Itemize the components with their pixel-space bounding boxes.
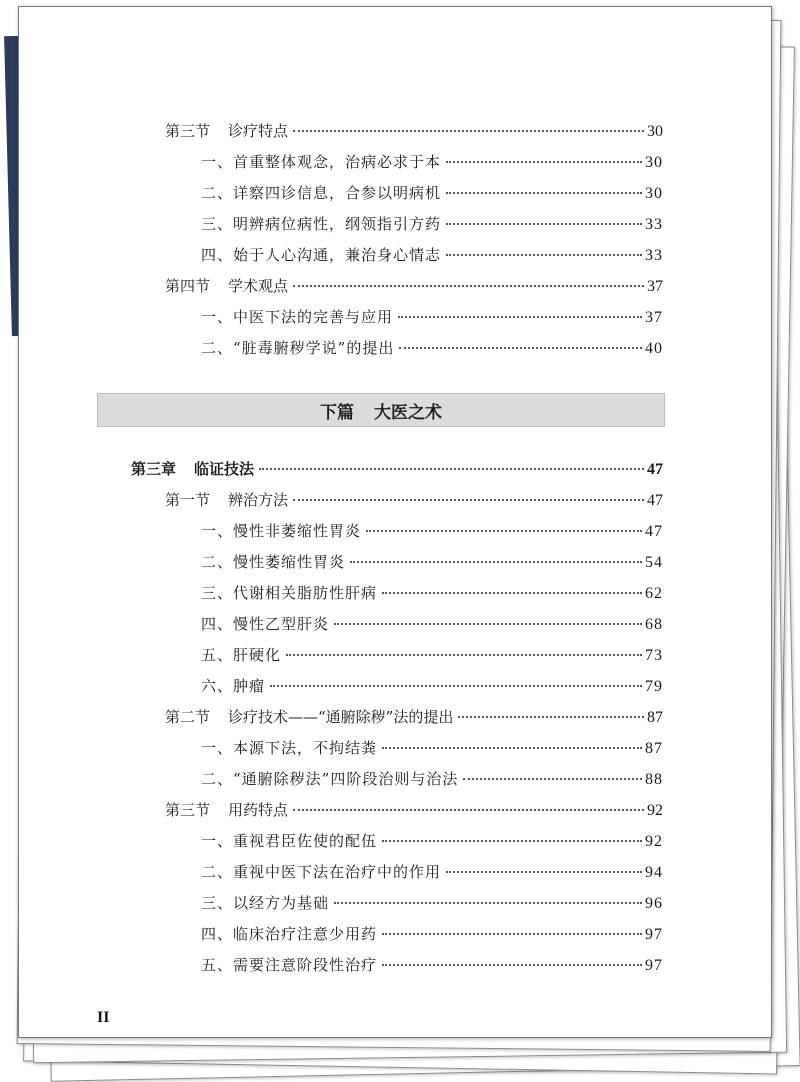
toc-entry-label: 第三章 临证技法 xyxy=(131,460,255,478)
dot-leader xyxy=(334,902,642,904)
dot-leader xyxy=(350,561,642,563)
toc-entry-label: 第二节 诊疗技术——“通腑除秽”法的提出 xyxy=(165,708,454,726)
toc-page-number: 40 xyxy=(645,340,663,357)
toc-entry-label: 第一节 辨治方法 xyxy=(165,491,289,509)
toc-entry-label: 一、重视君臣佐使的配伍 xyxy=(201,832,378,850)
toc-entry-label: 三、明辨病位病性，纲领指引方药 xyxy=(201,215,442,233)
part-prefix: 下篇 xyxy=(320,402,354,423)
toc-entry-label: 六、肿瘤 xyxy=(201,677,266,695)
toc-item-entry[interactable] xyxy=(201,645,663,666)
dot-leader xyxy=(446,254,642,256)
toc-entry-label: 二、“脏毒腑秽学说”的提出 xyxy=(201,339,395,357)
toc-page-number: 97 xyxy=(645,957,663,974)
part-title: 大医之术 xyxy=(374,402,442,423)
toc-page-number: 92 xyxy=(647,802,663,819)
dot-leader xyxy=(446,223,642,225)
toc-item-entry[interactable] xyxy=(201,214,663,235)
part-heading-banner xyxy=(97,393,665,427)
toc-entry-label: 第三节 用药特点 xyxy=(165,801,289,819)
toc-entry-label: 一、首重整体观念，治病必求于本 xyxy=(201,153,442,171)
dot-leader xyxy=(293,130,644,132)
toc-item-entry[interactable] xyxy=(201,738,663,759)
dot-leader xyxy=(458,716,644,718)
toc-page-number: 47 xyxy=(645,523,663,540)
toc-page xyxy=(18,6,772,1038)
toc-entry-label: 第三节 诊疗特点 xyxy=(165,122,289,140)
toc-item-entry[interactable] xyxy=(201,924,663,945)
toc-item-entry[interactable] xyxy=(201,245,663,266)
toc-item-entry[interactable] xyxy=(201,614,663,635)
toc-page-number: 88 xyxy=(645,771,663,788)
dot-leader xyxy=(463,778,642,780)
toc-page-number: 92 xyxy=(645,833,663,850)
toc-page-number: 97 xyxy=(645,926,663,943)
dot-leader xyxy=(446,192,642,194)
toc-item-entry[interactable] xyxy=(201,955,663,976)
toc-page-number: 47 xyxy=(647,461,663,478)
toc-page-number: 30 xyxy=(647,123,663,140)
toc-page-number: 73 xyxy=(645,647,663,664)
dot-leader xyxy=(446,871,642,873)
toc-item-entry[interactable] xyxy=(201,307,663,328)
toc-entry-label: 第四节 学术观点 xyxy=(165,277,289,295)
toc-page-number: 30 xyxy=(645,154,663,171)
dot-leader xyxy=(270,685,642,687)
toc-page-number: 94 xyxy=(645,864,663,881)
dot-leader xyxy=(293,285,644,287)
dot-leader xyxy=(399,347,642,349)
toc-entry-label: 五、需要注意阶段性治疗 xyxy=(201,956,378,974)
toc-item-entry[interactable] xyxy=(201,831,663,852)
toc-item-entry[interactable] xyxy=(201,862,663,883)
toc-entry-label: 一、慢性非萎缩性胃炎 xyxy=(201,522,362,540)
toc-section-entry[interactable] xyxy=(165,490,663,511)
toc-page-number: 37 xyxy=(647,278,663,295)
toc-item-entry[interactable] xyxy=(201,769,663,790)
toc-entry-label: 四、临床治疗注意少用药 xyxy=(201,925,378,943)
toc-item-entry[interactable] xyxy=(201,183,663,204)
toc-item-entry[interactable] xyxy=(201,338,663,359)
folio-page-number: II xyxy=(97,1009,110,1026)
dot-leader xyxy=(382,933,642,935)
toc-item-entry[interactable] xyxy=(201,552,663,573)
toc-page-number: 33 xyxy=(645,247,663,264)
toc-page-number: 47 xyxy=(647,492,663,509)
toc-entry-label: 三、代谢相关脂肪性肝病 xyxy=(201,584,378,602)
toc-page-number: 33 xyxy=(645,216,663,233)
toc-section-entry[interactable] xyxy=(165,276,663,297)
toc-page-number: 62 xyxy=(645,585,663,602)
dot-leader xyxy=(382,592,642,594)
toc-page-number: 37 xyxy=(645,309,663,326)
toc-entry-label: 三、以经方为基础 xyxy=(201,894,330,912)
toc-section-entry[interactable] xyxy=(165,707,663,728)
toc-page-number: 68 xyxy=(645,616,663,633)
dot-leader xyxy=(286,654,642,656)
toc-chapter-entry[interactable] xyxy=(131,459,663,480)
toc-entry-label: 一、中医下法的完善与应用 xyxy=(201,308,394,326)
dot-leader xyxy=(446,161,642,163)
dot-leader xyxy=(382,747,642,749)
toc-entry-label: 二、慢性萎缩性胃炎 xyxy=(201,553,346,571)
dot-leader xyxy=(259,468,644,470)
dot-leader xyxy=(382,840,642,842)
toc-page-number: 96 xyxy=(645,895,663,912)
toc-page-number: 87 xyxy=(645,740,663,757)
toc-entry-label: 二、“通腑除秽法”四阶段治则与治法 xyxy=(201,770,459,788)
toc-item-entry[interactable] xyxy=(201,676,663,697)
toc-page-number: 79 xyxy=(645,678,663,695)
dot-leader xyxy=(366,530,642,532)
toc-item-entry[interactable] xyxy=(201,893,663,914)
toc-entry-label: 四、慢性乙型肝炎 xyxy=(201,615,330,633)
toc-item-entry[interactable] xyxy=(201,583,663,604)
toc-entry-label: 二、重视中医下法在治疗中的作用 xyxy=(201,863,442,881)
dot-leader xyxy=(398,316,642,318)
dot-leader xyxy=(382,964,642,966)
toc-entry-label: 二、详察四诊信息，合参以明病机 xyxy=(201,184,442,202)
toc-entry-label: 四、始于人心沟通，兼治身心情志 xyxy=(201,246,442,264)
toc-item-entry[interactable] xyxy=(201,152,663,173)
dot-leader xyxy=(293,809,644,811)
toc-item-entry[interactable] xyxy=(201,521,663,542)
toc-page-number: 87 xyxy=(647,709,663,726)
toc-entry-label: 一、本源下法，不拘结粪 xyxy=(201,739,378,757)
dot-leader xyxy=(334,623,642,625)
toc-section-entry[interactable] xyxy=(165,121,663,142)
dot-leader xyxy=(293,499,644,501)
toc-page-number: 30 xyxy=(645,185,663,202)
toc-entry-label: 五、肝硬化 xyxy=(201,646,282,664)
toc-page-number: 54 xyxy=(645,554,663,571)
toc-section-entry[interactable] xyxy=(165,800,663,821)
